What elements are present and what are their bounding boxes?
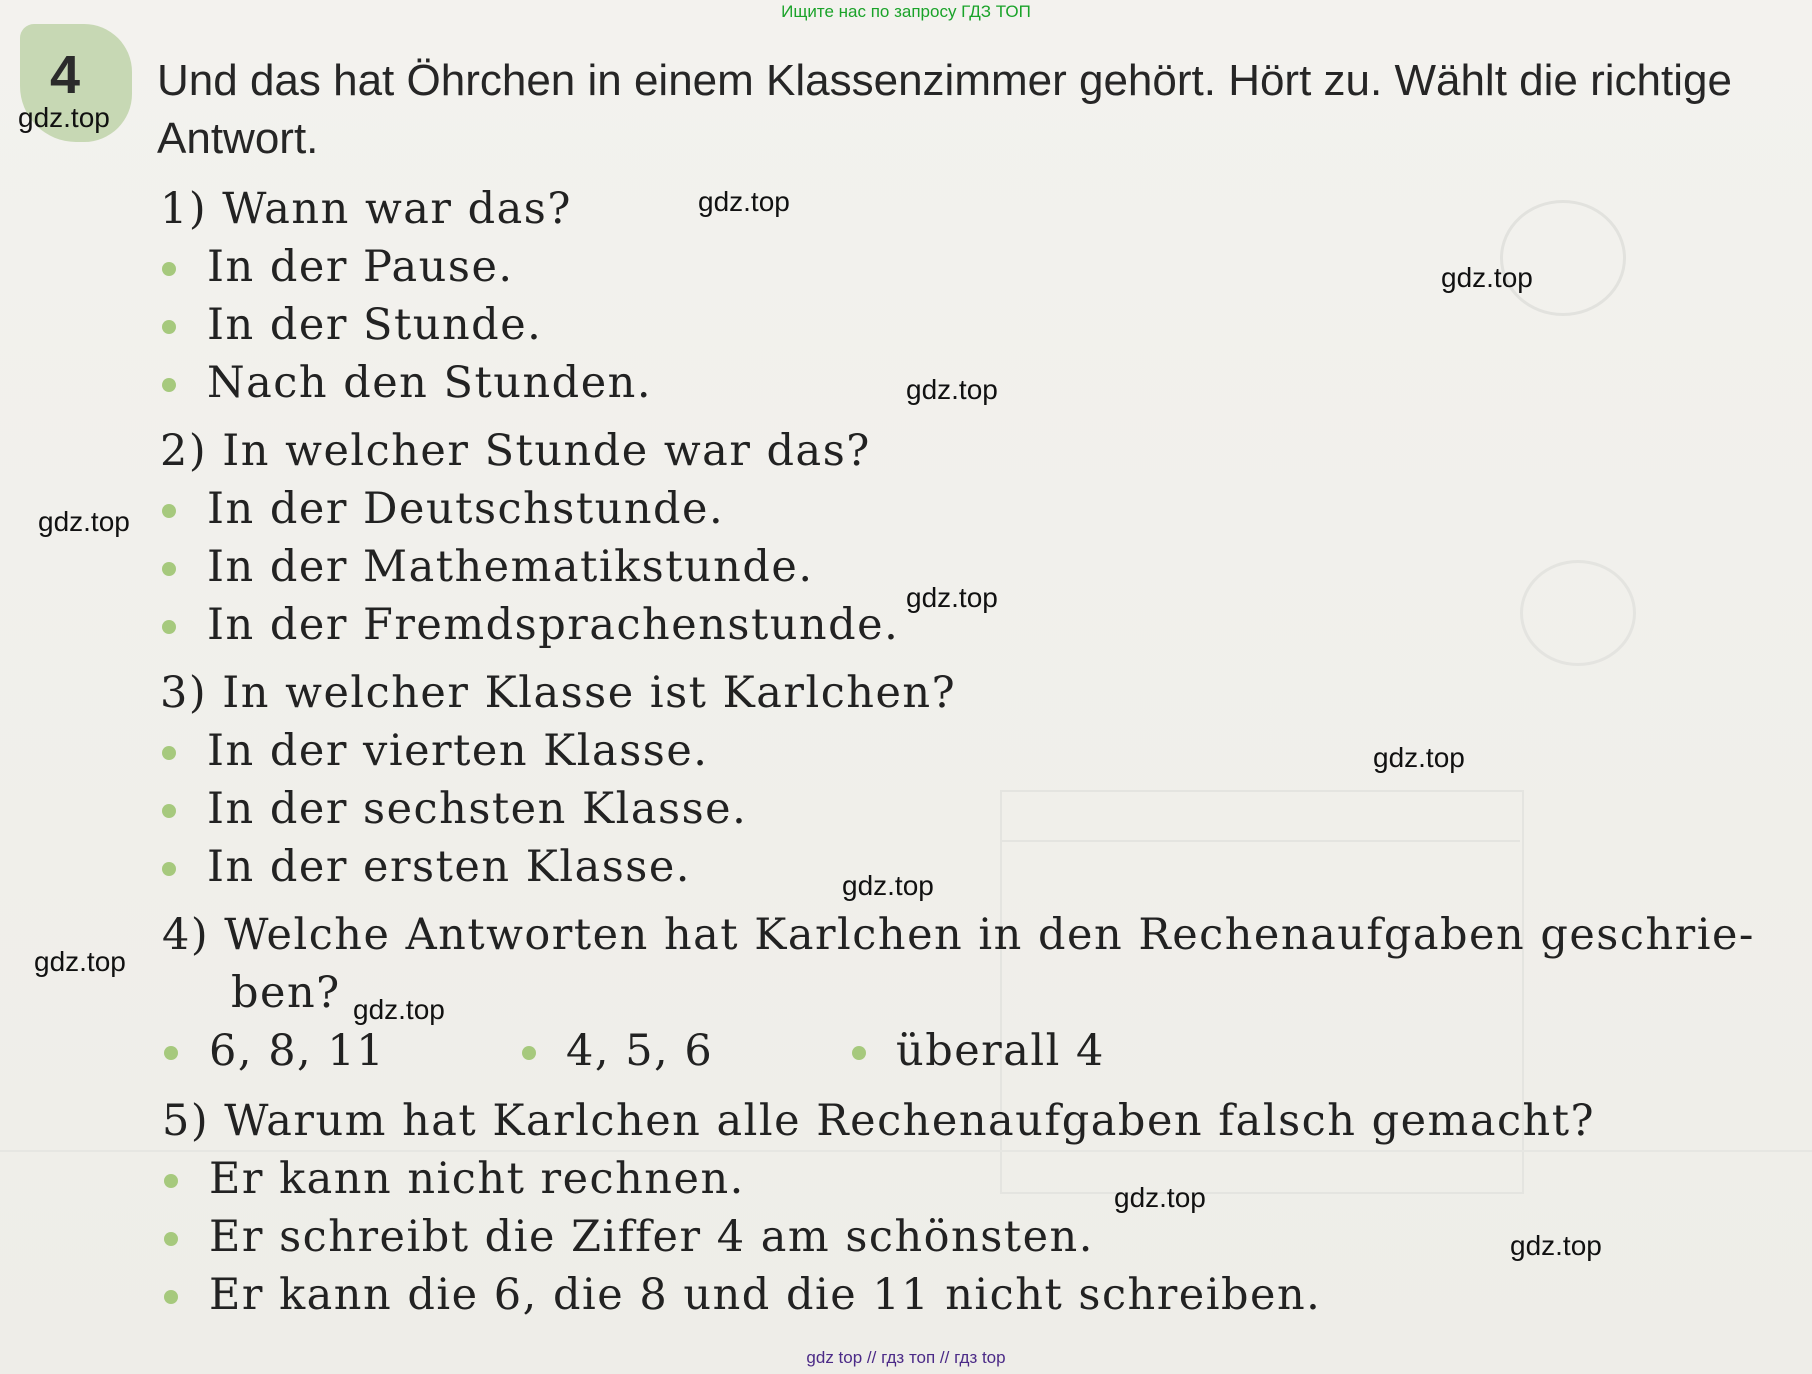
watermark: gdz.top [18,102,110,133]
answer-option[interactable]: In der ersten Klasse. [207,842,691,892]
question-1: 1) Wann war das? [160,184,572,234]
bullet-icon [852,1046,866,1060]
answer-option[interactable]: 4, 5, 6 [566,1026,714,1076]
watermark: gdz.top [698,186,790,217]
watermark: gdz.top [1114,1182,1206,1213]
bullet-icon [162,262,176,276]
bullet-icon [162,320,176,334]
question-4-continuation: ben? [231,968,341,1018]
answer-option[interactable]: Er kann die 6, die 8 und die 11 nicht schreiben. [209,1270,1322,1320]
task-number: 4 [50,45,81,105]
answer-option[interactable]: In der Mathematikstunde. [207,542,814,592]
bullet-icon [162,504,176,518]
top-banner: Ищите нас по запросу ГДЗ ТОП [781,2,1031,21]
watermark: gdz.top [842,870,934,901]
answer-option[interactable]: überall 4 [896,1026,1105,1076]
bullet-icon [162,804,176,818]
bullet-icon [162,862,176,876]
question-4: 4) Welche Antworten hat Karlchen in den Rechenaufgaben geschrie- [162,910,1755,960]
answer-option[interactable]: In der Pause. [207,242,514,292]
answer-option[interactable]: In der sechsten Klasse. [207,784,748,834]
answer-option[interactable]: Er kann nicht rechnen. [209,1154,745,1204]
answer-option[interactable]: In der Fremdsprachenstunde. [207,600,900,650]
bullet-icon [164,1232,178,1246]
watermark: gdz.top [906,374,998,405]
watermark: gdz.top [1441,262,1533,293]
bullet-icon [162,746,176,760]
answer-option[interactable]: Er schreibt die Ziffer 4 am schönsten. [209,1212,1094,1262]
question-5: 5) Warum hat Karlchen alle Rechenaufgaben falsch gemacht? [162,1096,1596,1146]
task-instruction: Und das hat Öhrchen in einem Klassenzimmer gehört. Hört zu. Wählt die richtige Antwort. [157,56,1732,163]
answer-option[interactable]: Nach den Stunden. [207,358,653,408]
watermark: gdz.top [1373,742,1465,773]
watermark: gdz.top [353,994,445,1025]
answer-option[interactable]: In der vierten Klasse. [207,726,709,776]
question-3: 3) In welcher Klasse ist Karlchen? [160,668,957,718]
bullet-icon [164,1046,178,1060]
answer-option[interactable]: In der Stunde. [207,300,543,350]
bottom-banner: gdz top // гдз топ // гдз top [806,1348,1006,1367]
watermark: gdz.top [906,582,998,613]
watermark: gdz.top [38,506,130,537]
bullet-icon [162,562,176,576]
bullet-icon [164,1290,178,1304]
bullet-icon [522,1046,536,1060]
watermark: gdz.top [34,946,126,977]
answer-option[interactable]: 6, 8, 11 [209,1026,386,1076]
bullet-icon [164,1174,178,1188]
bullet-icon [162,620,176,634]
question-2: 2) In welcher Stunde war das? [160,426,871,476]
answer-option[interactable]: In der Deutschstunde. [207,484,725,534]
bullet-icon [162,378,176,392]
watermark: gdz.top [1510,1230,1602,1261]
